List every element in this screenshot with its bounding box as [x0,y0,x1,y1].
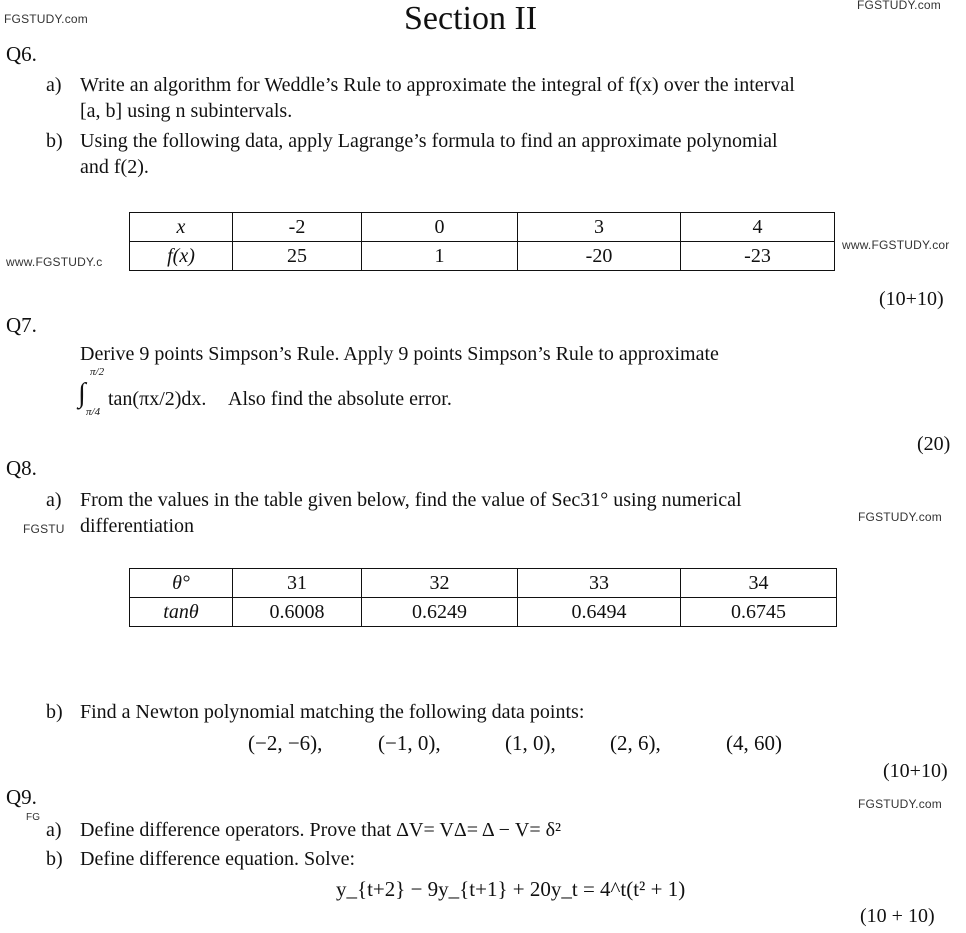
watermark-top-left: FGSTUDY.com [4,12,88,26]
q7-marks: (20) [917,433,951,455]
q8-a-label: a) [46,489,62,511]
table-cell: -20 [518,242,681,271]
watermark-right-mid: www.FGSTUDY.cor [842,238,950,252]
integral-sign: ∫ [78,378,86,409]
table-cell: 0.6249 [362,598,518,627]
q6-b-label: b) [46,130,63,152]
q9-a-line1: Define difference operators. Prove that ΔV= VΔ= Δ − V= δ² [80,819,562,841]
watermark-right-q8: FGSTUDY.com [858,510,942,524]
table-cell: 0.6494 [518,598,681,627]
table-row [130,213,835,242]
q6-a-line2: [a, b] using n subintervals. [80,100,293,122]
q6-label: Q6. [6,42,37,66]
watermark-top-right: FGSTUDY.com [857,0,941,12]
q9-equation: y_{t+2} − 9y_{t+1} + 20y_t = 4^t(t² + 1) [336,877,686,901]
q7-lower-limit: π/4 [86,406,101,418]
q7-label: Q7. [6,313,37,337]
table-cell: -23 [681,242,835,271]
table-cell: 33 [518,569,681,598]
table-row [130,598,837,627]
section-title: Section II [404,0,538,37]
table-cell: 32 [362,569,518,598]
watermark-left-q8: FGSTU [23,522,65,536]
q6-data-table [129,212,835,271]
q9-b-label: b) [46,848,63,870]
q6-a-line1: Write an algorithm for Weddle’s Rule to approximate the integral of f(x) over the interval [80,74,795,96]
q6-b-line2: and f(2). [80,156,149,178]
table-cell: 0.6008 [233,598,362,627]
q8-marks: (10+10) [883,760,948,782]
table-cell: 34 [681,569,837,598]
q9-label: Q9. [6,785,37,809]
q8-label: Q8. [6,456,37,480]
q8-point: (−2, −6), [248,731,323,755]
q7-line1: Derive 9 points Simpson’s Rule. Apply 9 points Simpson’s Rule to approximate [80,343,719,365]
q7-line2-rest: Also find the absolute error. [228,388,452,410]
q6-b-line1: Using the following data, apply Lagrange’s formula to find an approximate polynomial [80,130,778,152]
table-cell-label: x [130,213,233,242]
table-cell: 0.6745 [681,598,837,627]
q8-point: (4, 60) [726,731,782,755]
q8-b-line1: Find a Newton polynomial matching the following data points: [80,701,585,723]
table-row [130,569,837,598]
q8-a-line1: From the values in the table given below, find the value of Sec31° using numerical [80,489,742,511]
table-cell-label: tanθ [130,598,233,627]
table-cell: 4 [681,213,835,242]
q8-point: (2, 6), [610,731,661,755]
table-cell: 0 [362,213,518,242]
table-cell: -2 [233,213,362,242]
table-row [130,242,835,271]
q8-data-table [129,568,837,627]
q8-point: (−1, 0), [378,731,441,755]
watermark-left-q9: FG [26,812,41,823]
table-cell: 1 [362,242,518,271]
watermark-left-mid: www.FGSTUDY.c [6,255,103,269]
q9-a-label: a) [46,819,62,841]
q8-a-line2: differentiation [80,515,195,537]
watermark-right-q9: FGSTUDY.com [858,797,942,811]
table-cell-label: f(x) [130,242,233,271]
table-cell-label: θ° [130,569,233,598]
table-cell: 3 [518,213,681,242]
table-cell: 31 [233,569,362,598]
q9-marks: (10 + 10) [860,905,935,927]
q9-b-line1: Define difference equation. Solve: [80,848,356,870]
q6-a-label: a) [46,74,62,96]
q6-marks: (10+10) [879,288,944,310]
q8-point: (1, 0), [505,731,556,755]
table-cell: 25 [233,242,362,271]
q7-integrand: tan(πx/2)dx. [108,388,207,410]
q8-b-label: b) [46,701,63,723]
q7-upper-limit: π/2 [90,366,105,378]
